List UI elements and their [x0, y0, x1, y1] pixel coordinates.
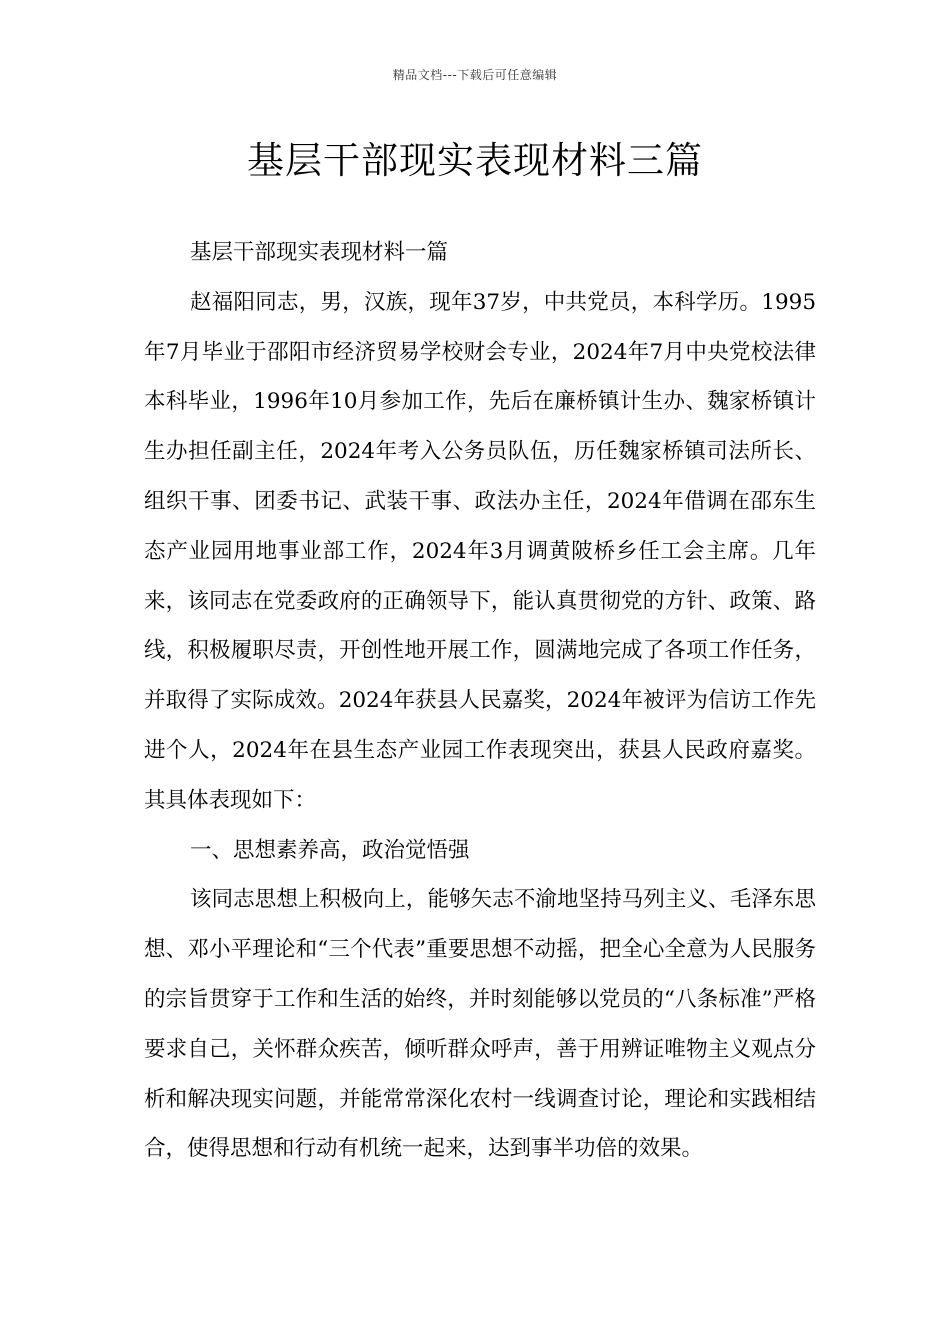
document-body [144, 228, 816, 1174]
section-heading: 一、思想素养高，政治觉悟强 [190, 837, 470, 863]
header-note: 精品文档---下载后可任意编辑 [392, 68, 558, 82]
body-paragraph: 该同志思想上积极向上，能够矢志不渝地坚持马列主义、毛泽东思想、邓小平理论和“三个代表”重要思想不动摇，把全心全意为人民服务的宗旨贯穿于工作和生活的始终，并时刻能够以党员的“八条标准”严格要求自己，关怀群众疾苦，倾听群众呼声，善于用辨证唯物主义观点分析和解决现实问题，并能常常深化农村一线调查讨论，理论和实践相结合，使得思想和行动有机统一起来，达到事半功倍的效果。 [144, 887, 816, 1162]
document-title: 基层干部现实表现材料三篇 [247, 139, 703, 182]
body-paragraph: 赵福阳同志，男，汉族，现年37岁，中共党员，本科学历。1995年7月毕业于邵阳市经济贸易学校财会专业，2024年7月中央党校法律本科毕业，1996年10月参加工作，先后在廉桥镇计生办、魏家桥镇计生办担任副主任，2024年考入公务员队伍，历任魏家桥镇司法所长、组织干事、团委书记、武装干事、政法办主任，2024年借调在邵东生态产业园用地事业部工作，2024年3月调黄陂桥乡任工会主席。几年来，该同志在党委政府的正确领导下，能认真贯彻党的方针、政策、路线，积极履职尽责，开创性地开展工作，圆满地完成了各项工作任务，并取得了实际成效。2024年获县人民嘉奖，2024年被评为信访工作先进个人，2024年在县生态产业园工作表现突出，获县人民政府嘉奖。其具体表现如下： [144, 289, 816, 813]
section-heading: 基层干部现实表现材料一篇 [190, 240, 449, 265]
